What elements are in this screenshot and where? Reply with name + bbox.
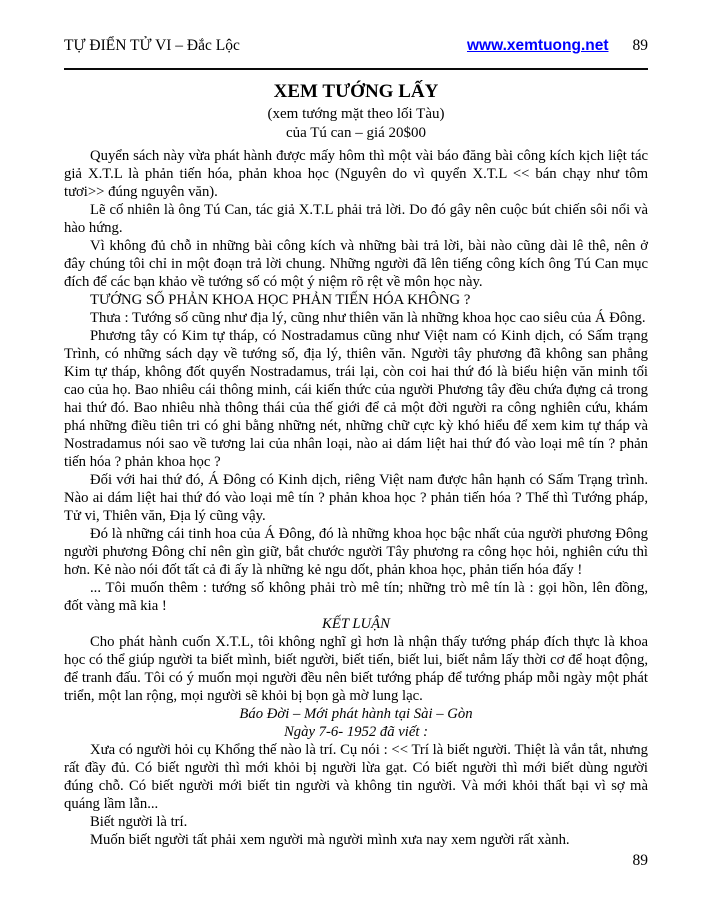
page-header [64, 0, 648, 55]
author-price-line: của Tú can – giá 20$00 [285, 125, 427, 141]
website-link[interactable]: www.xemtuong.net [466, 37, 609, 54]
para-toi-muon-them: ... Tôi muốn thêm : tướng số không phải trò mê tín; những trò mê tín là : gọi hồn, lên đồng, đốt vàng mã kia ! [64, 580, 648, 614]
header-book-title: TỰ ĐIỂN TỬ VI – Đắc Lộc [64, 37, 240, 54]
para-muon-biet-nguoi: Muốn biết người tất phải xem người mà người mình xưa nay xem người rất xành. [90, 832, 570, 848]
header-right-group [467, 37, 648, 55]
para-western-wonders: Phương tây có Kim tự tháp, có Nostradamus cũng như Việt nam có Kinh dịch, có Sấm trạng Trình, có những sách dạy về tướng số, địa lý, thiên văn. Người tây phương đã không san phẳng Kim tự tháp, không đốt quyển Nostradamus, trái lại, còn coi hai thứ đó là biểu hiện văn minh tối cao của họ. Bao nhiêu cái thông minh, cái kiến thức của người Phương tây đều chứa đựng cả trong hai thứ đó. Bao nhiêu nhà thông thái của thế giới để cả một đời người ra công nghiên cứu, khám phá những điều tiên tri có ghi bằng những nét, những chữ cực kỳ khó hiểu để xem kim tự tháp và Nostradamus nói sao về tương lai của nhân loại, nào ai dám liệt hai thứ đó vào loại mê tín ? phản tiến hóa ? phản khoa học ? [64, 328, 648, 470]
cite-bao-doi: Báo Đời – Mới phát hành tại Sài – Gòn [239, 706, 473, 722]
page-title: XEM TƯỚNG LẤY [273, 81, 439, 102]
para-conclusion: Cho phát hành cuốn X.T.L, tôi không nghĩ gì hơn là nhận thấy tướng pháp đích thực là khoa học có thể giúp người ta biết mình, biết người, biết tiến, biết lui, biết nắm lấy thời cơ để hoạt động, để tranh đấu. Tôi có ý muốn mọi người đều nên biết tướng pháp để tướng pháp mỗi ngày một phát triển, một lan rộng, mọi người sẽ khỏi bị bọn gà mờ lung lạc. [64, 634, 648, 704]
para-editorial-note: Vì không đủ chỗ in những bài công kích và những bài trả lời, bài nào cũng dài lê thê, nên ở đây chúng tôi chỉ in một đoạn trả lời chung. Những người đã lên tiếng công kích ông Tú Can mục đích để các bạn khảo về tướng số có một ý niệm rõ rệt về môn học này. [64, 238, 648, 290]
header-divider [64, 68, 648, 70]
title-block [64, 81, 648, 143]
cite-date: Ngày 7-6- 1952 đã viết : [284, 724, 428, 740]
para-tu-can-reply: Lẽ cố nhiên là ông Tú Can, tác giả X.T.L phải trả lời. Do đó gây nên cuộc bút chiến sôi nổi và hào hứng. [64, 202, 648, 236]
para-biet-nguoi: Biết người là trí. [90, 814, 188, 830]
para-tinh-hoa: Đó là những cái tinh hoa của Á Đông, đó là những khoa học bậc nhất của người phương Đông người phương Đông chỉ nên gìn giữ, bắt chước người Tây phương ra công học hỏi, nghiên cứu thì hơn. Kẻ nào nói đốt tất cả đi ấy là những kẻ ngu dốt, phản khoa học, phản tiến hóa đấy ! [64, 526, 648, 578]
footer-page-number: 89 [632, 852, 648, 869]
page-subtitle: (xem tướng mặt theo lối Tàu) [267, 106, 445, 122]
para-a-dong: Đối với hai thứ đó, Á Đông có Kinh dịch, riêng Việt nam được hân hạnh có Sấm Trạng trình. Nào ai dám liệt hai thứ đó vào loại mê tín ? phản khoa học ? phản tiến hóa ? Thế thì Tướng pháp, Tử vi, Thiên văn, Địa lý cũng vậy. [64, 472, 648, 524]
heading-question: TƯỚNG SỐ PHẢN KHOA HỌC PHẢN TIẾN HÓA KHÔNG ? [90, 292, 471, 308]
header-page-number: 89 [632, 37, 648, 54]
para-publication-news: Quyển sách này vừa phát hành được mấy hôm thì một vài báo đăng bài công kích kịch liệt tác giả X.T.L là phản tiến hóa, phản khoa học (Nguyên do vì quyển X.T.L << bán chạy như tôm tươi>> đúng nguyên văn). [64, 148, 648, 200]
para-thua-answer: Thưa : Tướng số cũng như địa lý, cũng như thiên văn là những khoa học cao siêu của Á Đông. [90, 310, 646, 326]
body-paragraphs [64, 147, 648, 849]
para-khong-tu: Xưa có người hỏi cụ Khổng thế nào là trí. Cụ nói : << Trí là biết người. Thiệt là vắn tắt, nhưng rất đầy đủ. Có biết người thì mới khỏi bị người lừa gạt. Có biết người thì mới biết dùng người đúng chỗ. Có biết người mới biết tin người và không tin người. Và mới khỏi thất bại vì sợ mà quáng lầm lẫn... [64, 742, 648, 812]
heading-ket-luan: KẾT LUẬN [322, 616, 390, 632]
